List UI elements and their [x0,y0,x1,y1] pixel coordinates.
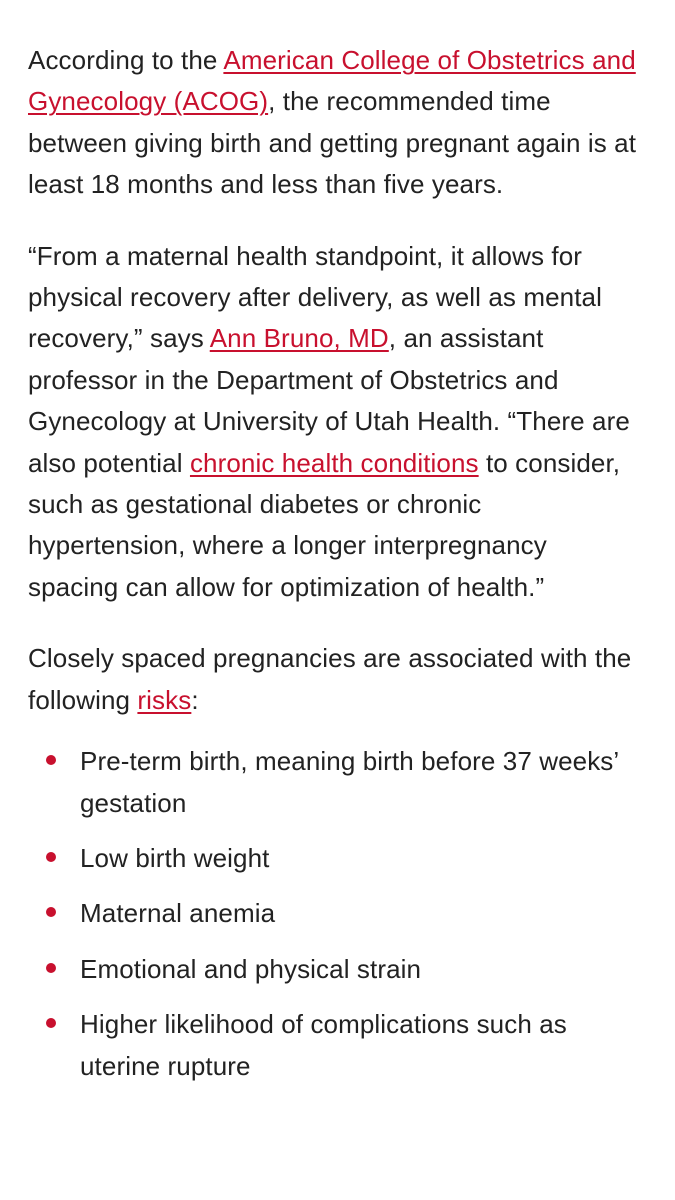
list-item-text: Maternal anemia [80,898,276,929]
list-item [28,949,641,990]
list-item-text: Emotional and physical strain [80,953,422,984]
paragraph-text: to consider, such as gestational diabetes or chronic hypertension, where a longer interpregnancy spacing can allow for optimization of health.” [28,447,621,602]
paragraph-bruno-quote [28,236,641,609]
chronic-health-conditions-link[interactable]: chronic health conditions [189,447,479,478]
paragraph-text: , the recommended time between giving birth and getting pregnant again is at least 18 months and less than five years. [28,86,637,200]
paragraph-text: “From a maternal health standpoint, it allows for physical recovery after delivery, as well as mental recovery,” says [28,240,602,354]
red-dot-bullet-icon [46,1018,56,1028]
red-dot-bullet-icon [46,755,56,765]
paragraph-acog-recommendation [28,40,641,206]
red-dot-bullet-icon [46,907,56,917]
list-item-text: Low birth weight [80,842,270,873]
list-item-text: Pre-term birth, meaning birth before 37 weeks’ gestation [80,746,619,818]
list-item [28,838,641,879]
acog-link[interactable]: American College of Obstetrics and Gynecology (ACOG) [28,45,636,117]
paragraph-text: , an assistant professor in the Department of Obstetrics and Gynecology at University of Utah Health. “There are also potential [28,323,630,478]
paragraph-text: : [191,684,199,715]
risks-list [28,741,641,1087]
red-dot-bullet-icon [46,852,56,862]
ann-bruno-link[interactable]: Ann Bruno, MD [209,323,389,354]
paragraph-text: According to the [28,45,224,75]
list-item-text: Higher likelihood of complications such as uterine rupture [80,1009,567,1081]
list-item [28,893,641,934]
list-item [28,1004,641,1087]
risks-link[interactable]: risks [137,684,192,715]
paragraph-text: Closely spaced pregnancies are associated with the following [28,643,632,715]
paragraph-risks-intro [28,638,641,721]
list-item [28,741,641,824]
red-dot-bullet-icon [46,963,56,973]
